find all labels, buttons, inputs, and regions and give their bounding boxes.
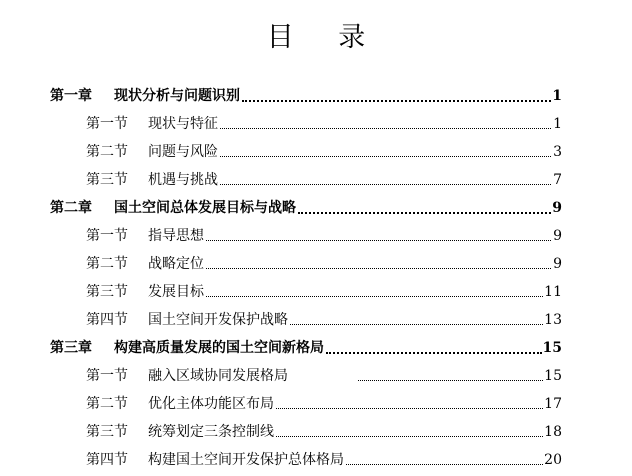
- section-title: 发展目标: [148, 284, 204, 300]
- section-number: 第一节: [86, 368, 128, 384]
- section-title: 国土空间开发保护战略: [148, 312, 288, 328]
- page-number: 15: [542, 340, 562, 356]
- chapter-title: 现状分析与问题识别: [114, 88, 240, 104]
- section-title: 优化主体功能区布局: [148, 396, 274, 412]
- page-number: 9: [552, 200, 562, 216]
- toc-section[interactable]: [86, 138, 562, 162]
- section-title: 机遇与挑战: [148, 172, 218, 188]
- dot-leader: [242, 99, 551, 102]
- page-number: 3: [553, 144, 562, 160]
- section-number: 第三节: [86, 172, 128, 188]
- section-title: 问题与风险: [148, 144, 218, 160]
- chapter-number: 第二章: [50, 200, 92, 216]
- page-number: 18: [544, 424, 562, 440]
- toc-section[interactable]: [86, 278, 562, 302]
- dot-leader: [206, 267, 551, 269]
- dot-leader: [206, 239, 551, 241]
- page-number: 7: [553, 172, 562, 188]
- section-number: 第一节: [86, 228, 128, 244]
- dot-leader: [346, 463, 543, 465]
- section-title: 统筹划定三条控制线: [148, 424, 274, 440]
- dot-leader: [206, 295, 543, 297]
- section-title: 现状与特征: [148, 116, 218, 132]
- toc-chapter-1[interactable]: [50, 82, 562, 106]
- toc-section[interactable]: [86, 446, 562, 470]
- dot-leader: [220, 183, 551, 185]
- section-number: 第三节: [86, 284, 128, 300]
- toc-section[interactable]: [86, 250, 562, 274]
- page-number: 9: [553, 256, 562, 272]
- page-number: 13: [544, 312, 562, 328]
- dot-leader: [220, 155, 551, 157]
- section-number: 第三节: [86, 424, 128, 440]
- page-number: 1: [552, 88, 562, 104]
- section-number: 第二节: [86, 396, 128, 412]
- chapter-number: 第三章: [50, 340, 92, 356]
- chapter-title: 构建高质量发展的国土空间新格局: [114, 340, 324, 356]
- page-number: 9: [553, 228, 562, 244]
- page-number: 15: [544, 368, 562, 384]
- section-title: 指导思想: [148, 228, 204, 244]
- page-number: 11: [544, 284, 562, 300]
- toc-section[interactable]: [86, 418, 562, 442]
- section-title: 构建国土空间开发保护总体格局: [148, 452, 344, 468]
- dot-leader: [290, 323, 543, 325]
- toc-section[interactable]: [86, 306, 562, 330]
- page-number: 1: [553, 116, 562, 132]
- chapter-title: 国土空间总体发展目标与战略: [114, 200, 296, 216]
- section-number: 第二节: [86, 256, 128, 272]
- dot-leader: [276, 407, 543, 409]
- dot-leader: [358, 379, 543, 381]
- toc-chapter-2[interactable]: [50, 194, 562, 218]
- dot-leader: [276, 435, 543, 437]
- toc-title: 目 录: [266, 22, 384, 53]
- toc-section[interactable]: [86, 362, 562, 386]
- chapter-number: 第一章: [50, 88, 92, 104]
- page-number: 17: [544, 396, 562, 412]
- section-number: 第四节: [86, 312, 128, 328]
- toc-chapter-3[interactable]: [50, 334, 562, 358]
- toc-section[interactable]: [86, 166, 562, 190]
- section-number: 第四节: [86, 452, 128, 468]
- page-number: 20: [544, 452, 562, 468]
- dot-leader: [298, 211, 551, 214]
- section-number: 第二节: [86, 144, 128, 160]
- dot-leader: [326, 351, 542, 354]
- dot-leader: [220, 127, 551, 129]
- toc-section[interactable]: [86, 222, 562, 246]
- toc-section[interactable]: [86, 390, 562, 414]
- section-title: 融入区域协同发展格局: [148, 368, 288, 384]
- section-number: 第一节: [86, 116, 128, 132]
- toc-section[interactable]: [86, 110, 562, 134]
- section-title: 战略定位: [148, 256, 204, 272]
